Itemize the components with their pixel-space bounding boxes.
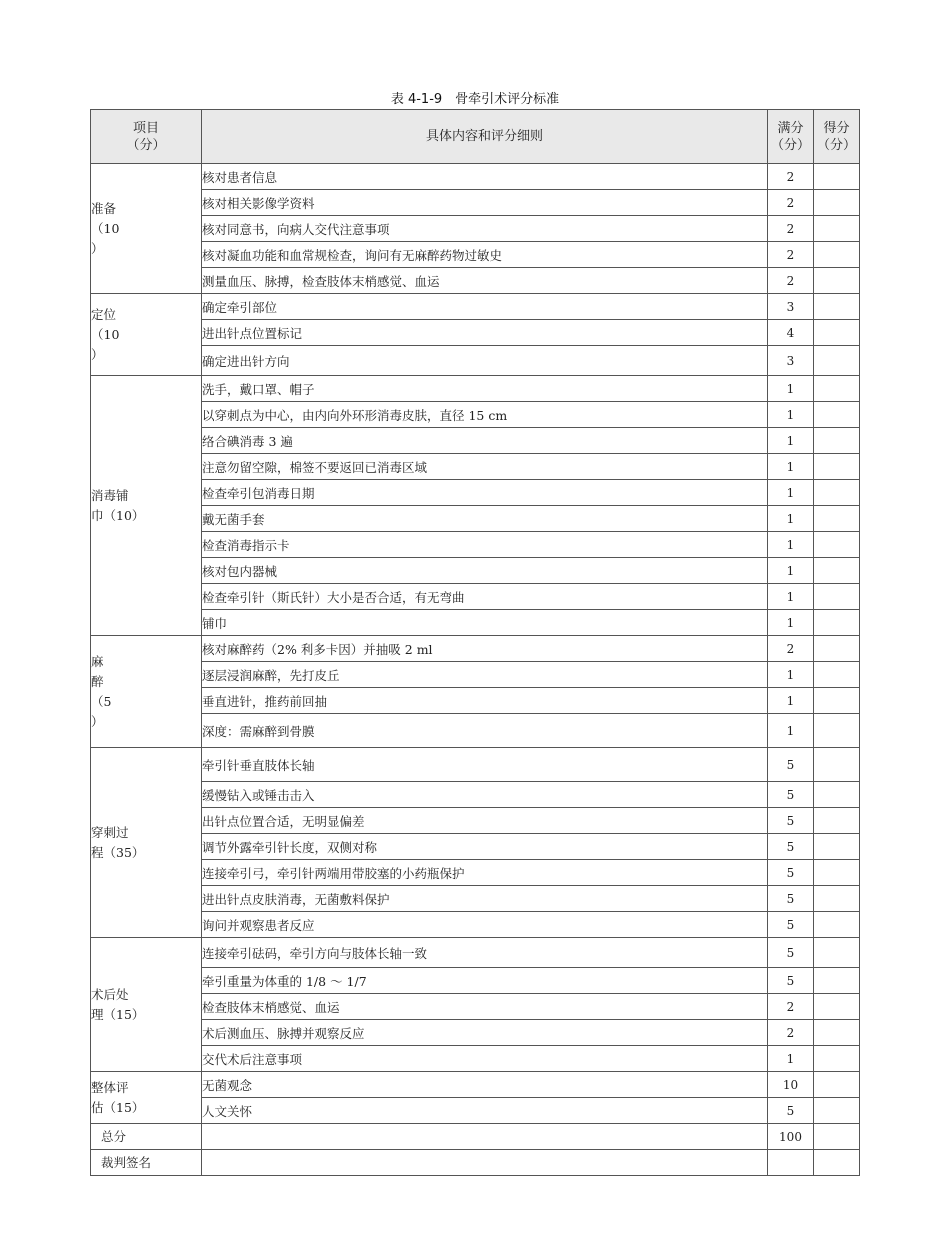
criterion-text: 以穿刺点为中心，由内向外环形消毒皮肤，直径 15 cm — [202, 402, 768, 428]
criterion-text: 出针点位置合适，无明显偏差 — [202, 808, 768, 834]
full-score: 1 — [768, 506, 814, 532]
criterion-text: 检查牵引包消毒日期 — [202, 480, 768, 506]
table-body — [91, 164, 860, 1124]
full-score: 1 — [768, 428, 814, 454]
table-row — [91, 782, 860, 808]
obtained-score-cell[interactable] — [814, 376, 860, 402]
table-row — [91, 886, 860, 912]
full-score: 2 — [768, 268, 814, 294]
criterion-text: 进出针点皮肤消毒，无菌敷料保护 — [202, 886, 768, 912]
obtained-score-cell[interactable] — [814, 994, 860, 1020]
obtained-score-cell[interactable] — [814, 454, 860, 480]
table-row — [91, 428, 860, 454]
table-row — [91, 912, 860, 938]
table-row — [91, 268, 860, 294]
criterion-text: 检查消毒指示卡 — [202, 532, 768, 558]
obtained-score-cell[interactable] — [814, 164, 860, 190]
criterion-text: 询问并观察患者反应 — [202, 912, 768, 938]
table-row — [91, 190, 860, 216]
full-score: 5 — [768, 782, 814, 808]
table-row — [91, 860, 860, 886]
table-row — [91, 714, 860, 748]
table-row — [91, 216, 860, 242]
table-row — [91, 610, 860, 636]
table-row — [91, 376, 860, 402]
total-value: 100 — [768, 1124, 814, 1150]
obtained-score-cell[interactable] — [814, 662, 860, 688]
table-row — [91, 662, 860, 688]
section-name: 穿刺过 程（35） — [91, 748, 202, 938]
full-score: 5 — [768, 912, 814, 938]
full-score: 5 — [768, 860, 814, 886]
obtained-score-cell[interactable] — [814, 190, 860, 216]
criterion-text: 核对相关影像学资料 — [202, 190, 768, 216]
full-score: 3 — [768, 294, 814, 320]
full-score: 5 — [768, 808, 814, 834]
criterion-text: 核对凝血功能和血常规检查，询问有无麻醉药物过敏史 — [202, 242, 768, 268]
criterion-text: 确定进出针方向 — [202, 346, 768, 376]
criterion-text: 戴无菌手套 — [202, 506, 768, 532]
criterion-text: 调节外露牵引针长度，双侧对称 — [202, 834, 768, 860]
full-score: 1 — [768, 610, 814, 636]
obtained-score-cell[interactable] — [814, 636, 860, 662]
obtained-score-cell[interactable] — [814, 346, 860, 376]
table-row — [91, 402, 860, 428]
table-row — [91, 558, 860, 584]
judge-score-cell — [814, 1150, 860, 1176]
table-row — [91, 834, 860, 860]
criterion-text: 术后测血压、脉搏并观察反应 — [202, 1020, 768, 1046]
criterion-text: 核对患者信息 — [202, 164, 768, 190]
criterion-text: 无菌观念 — [202, 1072, 768, 1098]
criterion-text: 进出针点位置标记 — [202, 320, 768, 346]
criterion-text: 垂直进针，推药前回抽 — [202, 688, 768, 714]
criterion-text: 核对麻醉药（2% 利多卡因）并抽吸 2 ml — [202, 636, 768, 662]
table-row — [91, 748, 860, 782]
table-row — [91, 454, 860, 480]
obtained-score-cell[interactable] — [814, 688, 860, 714]
obtained-score-cell[interactable] — [814, 860, 860, 886]
table-caption: 表 4-1-9 骨牵引术评分标准 — [390, 92, 560, 107]
table-row — [91, 636, 860, 662]
scoring-table — [90, 109, 860, 1176]
section-name: 定位 （10 ） — [91, 294, 202, 376]
criterion-text: 洗手，戴口罩、帽子 — [202, 376, 768, 402]
obtained-score-cell[interactable] — [814, 532, 860, 558]
obtained-score-cell[interactable] — [814, 782, 860, 808]
header-content: 具体内容和评分细则 — [202, 110, 768, 164]
table-row — [91, 968, 860, 994]
table-row — [91, 1098, 860, 1124]
header-item: 项目 （分） — [91, 110, 202, 164]
criterion-text: 深度：需麻醉到骨膜 — [202, 714, 768, 748]
obtained-score-cell[interactable] — [814, 714, 860, 748]
full-score: 2 — [768, 1020, 814, 1046]
criterion-text: 确定牵引部位 — [202, 294, 768, 320]
obtained-score-cell[interactable] — [814, 834, 860, 860]
full-score: 5 — [768, 968, 814, 994]
full-score: 1 — [768, 532, 814, 558]
obtained-score-cell[interactable] — [814, 610, 860, 636]
table-row — [91, 480, 860, 506]
obtained-score-cell[interactable] — [814, 320, 860, 346]
obtained-score-cell[interactable] — [814, 1046, 860, 1072]
full-score: 1 — [768, 454, 814, 480]
section-name: 麻 醉 （5 ） — [91, 636, 202, 748]
full-score: 1 — [768, 662, 814, 688]
full-score: 5 — [768, 748, 814, 782]
criterion-text: 连接牵引弓，牵引针两端用带胶塞的小药瓶保护 — [202, 860, 768, 886]
table-footer — [91, 1124, 860, 1176]
obtained-score-cell[interactable] — [814, 968, 860, 994]
full-score: 2 — [768, 242, 814, 268]
obtained-score-cell[interactable] — [814, 268, 860, 294]
full-score: 2 — [768, 216, 814, 242]
obtained-score-cell[interactable] — [814, 402, 860, 428]
judge-label: 裁判签名 — [91, 1150, 202, 1176]
full-score: 10 — [768, 1072, 814, 1098]
total-label: 总分 — [91, 1124, 202, 1150]
full-score: 5 — [768, 886, 814, 912]
full-score: 3 — [768, 346, 814, 376]
criterion-text: 络合碘消毒 3 遍 — [202, 428, 768, 454]
criterion-text: 注意勿留空隙，棉签不要返回已消毒区域 — [202, 454, 768, 480]
obtained-score-cell[interactable] — [814, 506, 860, 532]
obtained-score-cell[interactable] — [814, 294, 860, 320]
obtained-score-cell[interactable] — [814, 808, 860, 834]
table-row — [91, 1072, 860, 1098]
obtained-score-cell[interactable] — [814, 1020, 860, 1046]
section-name: 准备 （10 ） — [91, 164, 202, 294]
table-row — [91, 506, 860, 532]
criterion-text: 连接牵引砝码，牵引方向与肢体长轴一致 — [202, 938, 768, 968]
full-score: 1 — [768, 584, 814, 610]
full-score: 2 — [768, 164, 814, 190]
full-score: 1 — [768, 376, 814, 402]
table-row — [91, 1046, 860, 1072]
table-row — [91, 808, 860, 834]
obtained-score-cell[interactable] — [814, 584, 860, 610]
criterion-text: 逐层浸润麻醉，先打皮丘 — [202, 662, 768, 688]
table-row — [91, 584, 860, 610]
full-score: 2 — [768, 190, 814, 216]
full-score: 1 — [768, 1046, 814, 1072]
criterion-text: 核对包内器械 — [202, 558, 768, 584]
obtained-score-cell[interactable] — [814, 558, 860, 584]
table-row — [91, 532, 860, 558]
criterion-text: 缓慢钻入或锤击击入 — [202, 782, 768, 808]
full-score: 5 — [768, 1098, 814, 1124]
full-score: 5 — [768, 834, 814, 860]
table-row — [91, 242, 860, 268]
total-score-input-cell[interactable] — [814, 1124, 860, 1150]
obtained-score-cell[interactable] — [814, 1098, 860, 1124]
full-score: 1 — [768, 688, 814, 714]
criterion-text: 铺巾 — [202, 610, 768, 636]
section-name: 整体评 估（15） — [91, 1072, 202, 1124]
section-name: 术后处 理（15） — [91, 938, 202, 1072]
criterion-text: 交代术后注意事项 — [202, 1046, 768, 1072]
table-row — [91, 688, 860, 714]
obtained-score-cell[interactable] — [814, 1072, 860, 1098]
obtained-score-cell[interactable] — [814, 480, 860, 506]
full-score: 1 — [768, 714, 814, 748]
obtained-score-cell[interactable] — [814, 242, 860, 268]
table-row — [91, 938, 860, 968]
table-header-row — [91, 110, 860, 164]
obtained-score-cell[interactable] — [814, 886, 860, 912]
total-content-cell — [202, 1124, 768, 1150]
obtained-score-cell[interactable] — [814, 748, 860, 782]
full-score: 2 — [768, 636, 814, 662]
header-obtained-score: 得分 （分） — [814, 110, 860, 164]
criterion-text: 牵引针垂直肢体长轴 — [202, 748, 768, 782]
judge-full-cell — [768, 1150, 814, 1176]
criterion-text: 人文关怀 — [202, 1098, 768, 1124]
criterion-text: 检查肢体末梢感觉、血运 — [202, 994, 768, 1020]
section-name: 消毒铺 巾（10） — [91, 376, 202, 636]
total-row — [91, 1124, 860, 1150]
criterion-text: 核对同意书，向病人交代注意事项 — [202, 216, 768, 242]
full-score: 5 — [768, 938, 814, 968]
obtained-score-cell[interactable] — [814, 428, 860, 454]
judge-row — [91, 1150, 860, 1176]
judge-signature-cell[interactable] — [202, 1150, 768, 1176]
table-row — [91, 1020, 860, 1046]
obtained-score-cell[interactable] — [814, 216, 860, 242]
obtained-score-cell[interactable] — [814, 938, 860, 968]
full-score: 4 — [768, 320, 814, 346]
table-row — [91, 294, 860, 320]
criterion-text: 测量血压、脉搏，检查肢体末梢感觉、血运 — [202, 268, 768, 294]
table-row — [91, 994, 860, 1020]
table-row — [91, 320, 860, 346]
full-score: 1 — [768, 402, 814, 428]
table-row — [91, 164, 860, 190]
criterion-text: 检查牵引针（斯氏针）大小是否合适，有无弯曲 — [202, 584, 768, 610]
full-score: 1 — [768, 558, 814, 584]
full-score: 2 — [768, 994, 814, 1020]
header-full-score: 满分 （分） — [768, 110, 814, 164]
full-score: 1 — [768, 480, 814, 506]
obtained-score-cell[interactable] — [814, 912, 860, 938]
criterion-text: 牵引重量为体重的 1/8 ～ 1/7 — [202, 968, 768, 994]
table-row — [91, 346, 860, 376]
